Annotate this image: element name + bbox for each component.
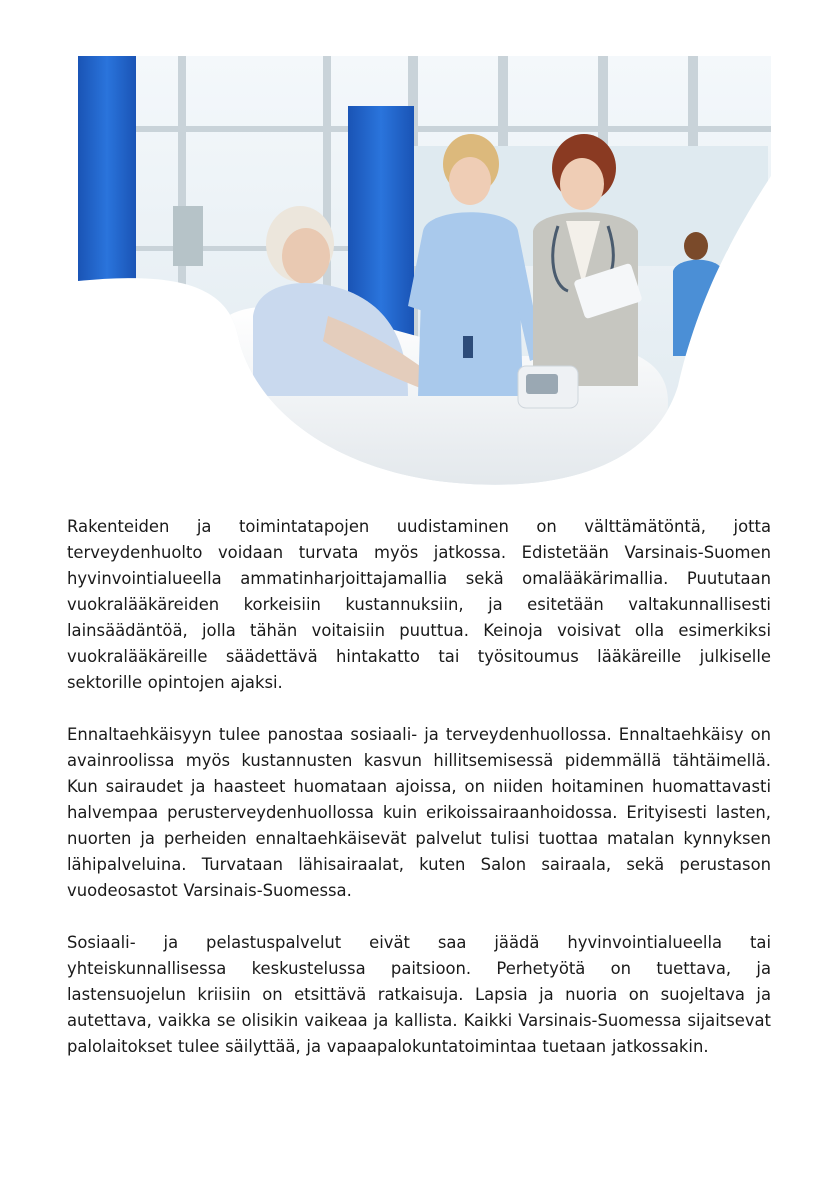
document-body bbox=[67, 514, 771, 1086]
hero-photo bbox=[78, 56, 771, 486]
paragraph-prevention: Ennaltaehkäisyyn tulee panostaa sosiaali- ja terveydenhuollossa. Ennaltaehkäisy on avainroolissa myös kustannusten kasvun hillitsemisessä pidemmällä tähtäimellä. Kun sairaudet ja haasteet huomataan ajoissa, on niiden hoitaminen huomattavasti halvempaa perusterveydenhuollossa kuin erikoissairaanhoidossa. Erityisesti lasten, nuorten ja perheiden ennaltaehkäisevät palvelut tulisi tuottaa matalan kynnyksen lähipalveluina. Turvataan lähisairaalat, kuten Salon sairaala, sekä perustason vuodeosastot Varsinais-Suomessa. bbox=[67, 725, 771, 900]
paragraph-social-rescue-services: Sosiaali- ja pelastuspalvelut eivät saa jäädä hyvinvointialueella tai yhteiskunnallisessa keskustelussa paitsioon. Perhetyötä on tuettava, ja lastensuojelun kriisiin on etsittävä ratkaisuja. Lapsia ja nuoria on suojeltava ja autettava, vaikka se olisikin vaikeaa ja kallista. Kaikki Varsinais-Suomessa sijaitsevat palolaitokset tulee säilyttää, ja vapaapalokuntatoimintaa tuetaan jatkossakin. bbox=[67, 933, 771, 1056]
hospital-scene-image bbox=[78, 56, 771, 486]
paragraph-healthcare-reform: Rakenteiden ja toimintatapojen uudistaminen on välttämätöntä, jotta terveydenhuolto voidaan turvata myös jatkossa. Edistetään Varsinais-Suomen hyvinvointialueella ammatinharjoittajamallia sekä omalääkärimallia. Puututaan vuokralääkäreiden korkeisiin kustannuksiin, ja esitetään valtakunnallisesti lainsäädäntöä, jolla tähän voitaisiin puuttua. Keinoja voisivat olla esimerkiksi vuokralääkäreille säädettävä hintakatto tai työsitoumus lääkäreille julkiselle sektorille opintojen ajaksi. bbox=[67, 517, 771, 692]
